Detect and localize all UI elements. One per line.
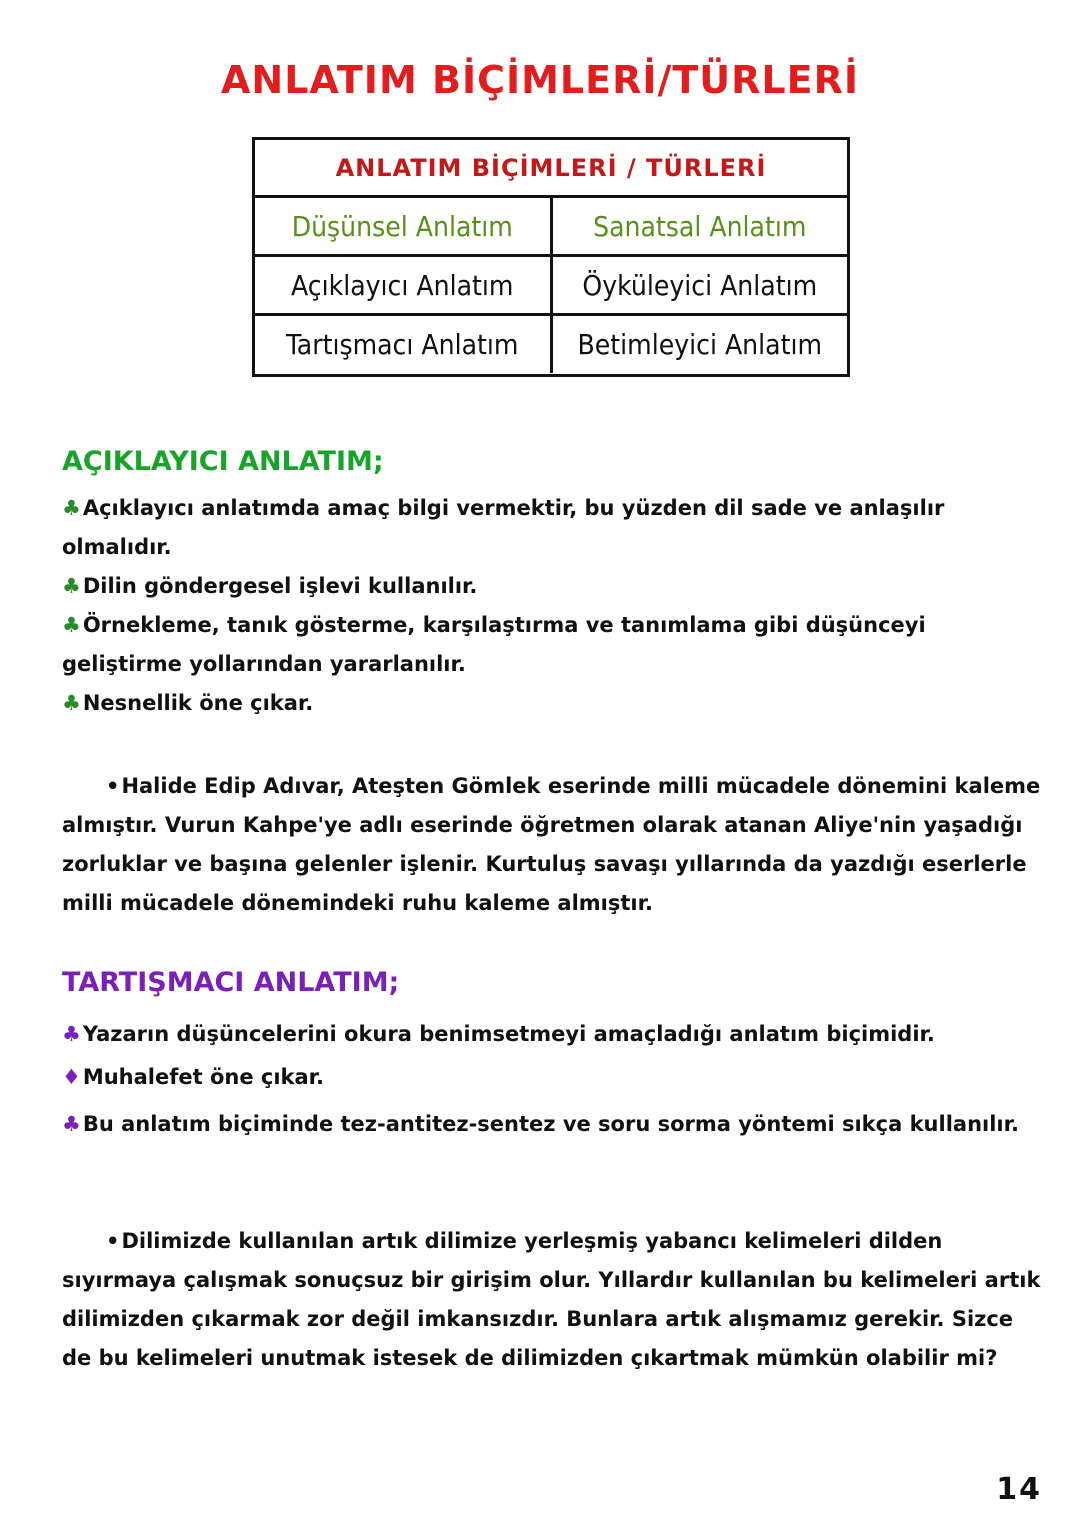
list-item: ♣Örnekleme, tanık gösterme, karşılaştırma ve tanımlama gibi düşünceyi geliştirme yollarından yararlanılır. [62,606,1042,684]
table-row [255,316,847,373]
table-cell: Öyküleyici Anlatım [582,268,818,302]
bullet-list [62,1015,1042,1144]
page-title: ANLATIM BİÇİMLERİ/TÜRLERİ [221,58,859,102]
example-paragraph: •Halide Edip Adıvar, Ateşten Gömlek eserinde milli mücadele dönemini kaleme almıştır. Vurun Kahpe'ye adlı eserinde öğretmen olarak atanan Aliye'nin yaşadığı zorluklar ve başına gelenler işlenir. Kurtuluş savaşı yıllarında da yazdığı eserlerle milli mücadele dönemindeki ruhu kaleme almıştır. [62,767,1042,923]
clover-bullet-icon: ♣ [62,1112,81,1136]
table-cell: Betimleyici Anlatım [577,328,822,361]
dot-bullet-icon: • [106,774,120,798]
list-item: ♣Bu anlatım biçiminde tez-antitez-sentez ve soru sorma yöntemi sıkça kullanılır. [62,1105,1042,1144]
bullet-list [62,489,1042,723]
clover-bullet-icon: ♣ [62,691,81,715]
clover-bullet-icon: ♣ [62,496,81,520]
page-number: 14 [996,1472,1042,1507]
example-paragraph: •Dilimizde kullanılan artık dilimize yerleşmiş yabancı kelimeleri dilden sıyırmaya çalışmak sonuçsuz bir girişim olur. Yıllardır kullanılan bu kelimeleri artık dilimizden çıkarmak zor değil imkansızdır. Bunlara artık alışmamız gerekir. Sizce de bu kelimeleri unutmak istesek de dilimizden çıkartmak mümkün olabilir mi? [62,1222,1042,1378]
list-item: ♣Yazarın düşüncelerini okura benimsetmeyi amaçladığı anlatım biçimidir. [62,1015,1042,1054]
table-row [255,198,847,257]
clover-bullet-icon: ♣ [62,1022,81,1046]
types-table [252,137,850,377]
clover-bullet-icon: ♣ [62,613,81,637]
section-heading-aciklayici: AÇIKLAYICI ANLATIM; [62,446,384,477]
section-heading-tartismaci: TARTIŞMACI ANLATIM; [62,967,400,998]
clover-bullet-icon: ♣ [62,574,81,598]
table-cell: Düşünsel Anlatım [255,198,553,254]
list-item: ♦Muhalefet öne çıkar. [62,1058,1042,1097]
table-header: ANLATIM BİÇİMLERİ / TÜRLERİ [255,140,847,198]
table-cell: Sanatsal Anlatım [593,209,807,243]
list-item: ♣Nesnellik öne çıkar. [62,684,1042,723]
list-item: ♣Açıklayıcı anlatımda amaç bilgi vermektir, bu yüzden dil sade ve anlaşılır olmalıdır. [62,489,1042,567]
table-row [255,257,847,316]
table-cell: Tartışmacı Anlatım [255,316,553,373]
dot-bullet-icon: • [106,1229,120,1253]
list-item: ♣Dilin göndergesel işlevi kullanılır. [62,567,1042,606]
table-cell: Açıklayıcı Anlatım [255,257,553,313]
clover-bullet-icon: ♦ [62,1065,81,1089]
